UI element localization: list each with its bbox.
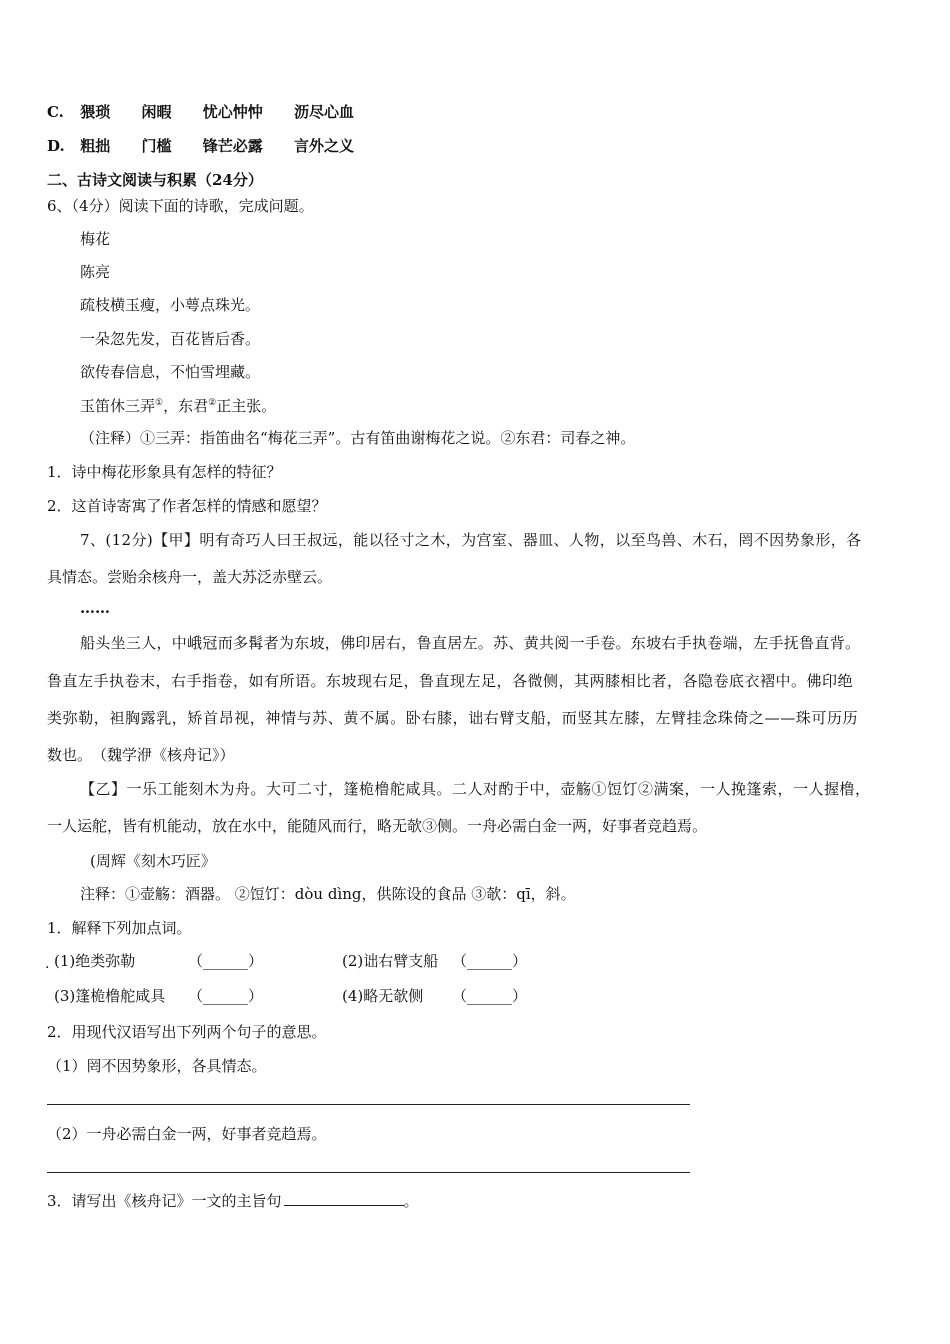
- passage-line: 类弥勒，袒胸露乳，矫首昂视，神情与苏、黄不属。卧右膝，诎右臂支船，而竖其左膝，左臂挂念珠倚之——珠可历历: [47, 709, 859, 727]
- option-word: 门槛: [141, 137, 172, 155]
- poem-title: 梅花: [80, 230, 111, 248]
- q7-sub3-suffix: 。: [403, 1192, 419, 1210]
- option-label: D.: [47, 137, 65, 155]
- poem-text: ，东君: [163, 397, 209, 415]
- passage-line: 【乙】一乐工能刻木为舟。大可二寸，篷桅橹舵咸具。二人对酌于中，壶觞①饾饤②满案，一人挽篷索，一人握橹，: [80, 780, 871, 798]
- passage-line: 船头坐三人，中峨冠而多髯者为东坡，佛印居右，鲁直居左。苏、黄共阅一手卷。东坡右手执卷端，左手抚鲁直背。: [80, 634, 861, 652]
- passage-line: 一人运舵，皆有机能动，放在水中，能随风而行，略无欹③侧。一舟必需白金一两，好事者竞趋焉。: [47, 817, 708, 835]
- answer-line[interactable]: [47, 1172, 690, 1173]
- passage-line: 7、(12分)【甲】明有奇巧人曰王叔远，能以径寸之木，为宫室、器皿、人物，以至鸟兽、木石，罔不因势象形，各: [80, 531, 862, 549]
- answer-blank[interactable]: （______）: [188, 987, 264, 1005]
- q6-sub-question: 1．诗中梅花形象具有怎样的特征？: [47, 463, 282, 481]
- word-item: [342, 986, 423, 1006]
- passage-notes: 注释：①壶觞：酒器。 ②饾饤：dòu dìng，供陈设的食品 ③欹：qī，斜。: [80, 885, 576, 903]
- poem-text: 正主张。: [216, 397, 277, 415]
- option-c: [47, 102, 380, 122]
- poem-annotation: （注释）①三弄：指笛曲名“梅花三弄”。古有笛曲谢梅花之说。②东君：司春之神。: [80, 429, 636, 447]
- answer-blank[interactable]: （______）: [452, 952, 528, 970]
- answer-line[interactable]: [47, 1104, 690, 1105]
- answer-blank[interactable]: （______）: [188, 952, 264, 970]
- poem-text: 玉笛休三弄: [80, 397, 156, 415]
- passage-line: 具情态。尝贻余核舟一，盖大苏泛赤壁云。: [47, 568, 333, 586]
- option-word: 沥尽心血: [293, 103, 354, 121]
- ellipsis: ……: [80, 599, 110, 617]
- word-item-text: (4)略无欹侧: [342, 987, 424, 1005]
- q7-sub-question: [47, 1191, 419, 1211]
- poem-author: 陈亮: [80, 263, 111, 281]
- option-word: 锋芒必露: [202, 137, 263, 155]
- translate-sentence: （1）罔不因势象形，各具情态。: [47, 1057, 267, 1075]
- poem-line: [80, 396, 276, 416]
- option-word: 粗拙: [80, 137, 111, 155]
- option-word: 闲暇: [141, 103, 172, 121]
- word-item: [342, 951, 438, 971]
- note-mark: ②: [208, 398, 217, 408]
- option-label: C.: [47, 103, 64, 121]
- passage-source: (周辉《刻木巧匠》: [90, 852, 216, 870]
- option-word: 言外之义: [293, 137, 354, 155]
- q7-sub3-prefix: 3．请写出《核舟记》一文的主旨句: [47, 1192, 282, 1210]
- word-item-text: (3)篷桅橹舵咸具: [54, 987, 166, 1005]
- q6-sub-question: 2．这首诗寄寓了作者怎样的情感和愿望？: [47, 497, 327, 515]
- q7-sub-question: 2．用现代汉语写出下列两个句子的意思。: [47, 1023, 327, 1041]
- answer-blank[interactable]: （______）: [452, 987, 528, 1005]
- poem-line: 一朵忽先发，百花皆后香。: [80, 330, 261, 348]
- passage-line: 鲁直左手执卷末，右手指卷，如有所语。东坡现右足，鲁直现左足，各微侧，其两膝相比者，各隐卷底衣褶中。佛印绝: [47, 672, 854, 690]
- q7-sub-question: 1．解释下列加点词。: [47, 919, 192, 937]
- q6-stem: 6、（4分）阅读下面的诗歌，完成问题。: [47, 197, 314, 215]
- word-item-text: (1)绝类弥勒: [54, 952, 136, 970]
- word-item-text: (2)诎右臂支船: [342, 952, 439, 970]
- poem-line: 欲传春信息，不怕雪埋藏。: [80, 363, 261, 381]
- passage-line: 数也。 （魏学洢《核舟记》）: [47, 746, 235, 764]
- theme-answer-blank[interactable]: [284, 1191, 404, 1206]
- option-word: 忧心忡忡: [202, 103, 263, 121]
- note-mark: ①: [155, 398, 164, 408]
- section-title: 二、古诗文阅读与积累（24分）: [47, 171, 263, 189]
- word-item: [54, 986, 165, 1006]
- option-word: 猥琐: [80, 103, 111, 121]
- translate-sentence: （2）一舟必需白金一两，好事者竞趋焉。: [47, 1125, 327, 1143]
- emphasis-dot: .: [45, 956, 50, 972]
- poem-line: 疏枝横玉瘦，小萼点珠光。: [80, 296, 261, 314]
- word-item: [54, 951, 135, 971]
- option-d: [47, 136, 380, 156]
